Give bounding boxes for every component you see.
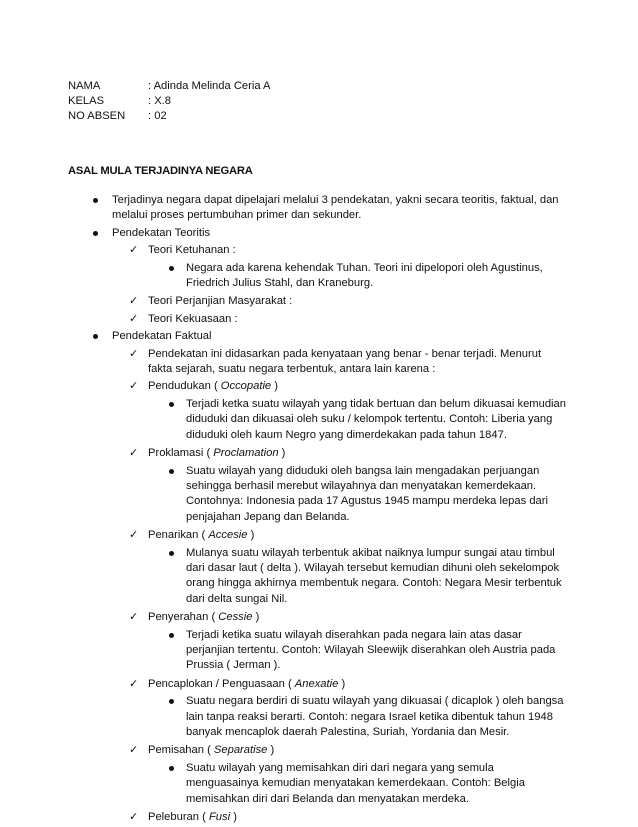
item-text: Pendekatan Teoritis <box>112 226 211 239</box>
checkmark-icon: ✓ <box>129 744 139 757</box>
list-item <box>68 261 568 292</box>
identity-label: KELAS <box>68 95 105 107</box>
list-item <box>68 694 568 740</box>
bullet-icon <box>169 546 174 561</box>
checkmark-icon: ✓ <box>129 244 139 257</box>
checkmark-icon: ✓ <box>129 312 139 325</box>
list-item <box>68 446 568 461</box>
identity-row-class <box>68 94 271 109</box>
identity-value: : 02 <box>148 110 167 122</box>
item-text: Teori Kekuasaan : <box>148 312 238 325</box>
item-text: Terjadi ketika suatu wilayah diserahkan pada negara lain atas dasar perjanjian tertentu. Contoh: Wilayah Sleewijk diserahkan oleh Austria pada Prussia ( Jerman ). <box>186 628 556 672</box>
identity-label: NO ABSEN <box>68 110 126 122</box>
item-text: Negara ada karena kehendak Tuhan. Teori ini dipelopori oleh Agustinus, Friedrich Julius Stahl, dan Kraneburg. <box>186 261 543 290</box>
item-text: Pencaplokan / Penguasaan ( Anexatie ) <box>148 677 346 690</box>
checkmark-icon: ✓ <box>129 447 139 460</box>
list-item <box>68 243 568 258</box>
item-text: Teori Perjanjian Masyarakat : <box>148 295 293 308</box>
identity-row-name <box>68 79 271 94</box>
checkmark-icon: ✓ <box>129 611 139 624</box>
item-text: Teori Ketuhanan : <box>148 244 236 257</box>
item-text: Terjadi ketka suatu wilayah yang tidak bertuan dan belum dikuasai kemudian diduduki dan dikuasai oleh suku / kelompok tertentu. Contoh: Liberia yang diduduki oleh kaum Negro yang dimerdekakan pada tahun 1847. <box>186 397 566 441</box>
checkmark-icon: ✓ <box>129 347 139 360</box>
list-item <box>68 379 568 394</box>
bullet-icon <box>169 464 174 479</box>
bullet-icon <box>169 628 174 643</box>
item-text: Pemisahan ( Separatise ) <box>148 744 275 757</box>
bullet-icon <box>169 761 174 776</box>
bullet-icon <box>93 329 98 344</box>
list-item <box>68 226 568 241</box>
identity-row-number <box>68 109 271 124</box>
list-item <box>68 193 568 224</box>
identity-label: NAMA <box>68 80 101 92</box>
item-text: Suatu negara berdiri di suatu wilayah yang dikuasai ( dicaplok ) oleh bangsa lain tanpa reaksi berarti. Contoh: negara Israel ketika dibentuk tahun 1948 banyak mencaplok daerah Palestina, Suriah, Yordania dan Mesir. <box>186 695 564 738</box>
document-title: ASAL MULA TERJADINYA NEGARA <box>68 165 253 177</box>
item-text: Suatu wilayah yang diduduki oleh bangsa lain mengadakan perjuangan sehingga berhasil merebut wilayahnya dan menyatakan kemerdekaan. Contohnya: Indonesia pada 17 Agustus 1945 mampu merdeka lepas dari penjajahan Jepang dan Belanda. <box>186 464 548 523</box>
list-item <box>68 329 568 344</box>
student-identity <box>68 79 271 124</box>
item-text: Proklamasi ( Proclamation ) <box>148 447 286 460</box>
list-item <box>68 677 568 692</box>
bullet-icon <box>169 261 174 276</box>
identity-value: : Adinda Melinda Ceria A <box>148 80 271 92</box>
item-text: Peleburan ( Fusi ) <box>148 811 237 824</box>
item-text: Penarikan ( Accesie ) <box>148 529 255 542</box>
bullet-icon <box>169 397 174 412</box>
list-item <box>68 743 568 758</box>
checkmark-icon: ✓ <box>129 677 139 690</box>
item-text: Pendekatan ini didasarkan pada kenyataan yang benar - benar terjadi. Menurut fakta sejarah, suatu negara terbentuk, antara lain karena : <box>148 347 542 376</box>
checkmark-icon: ✓ <box>129 295 139 308</box>
list-item <box>68 347 568 378</box>
item-text: Pendekatan Faktual <box>112 330 212 343</box>
list-item <box>68 312 568 327</box>
identity-value: : X.8 <box>148 95 172 107</box>
list-item <box>68 546 568 608</box>
list-item <box>68 294 568 309</box>
list-item <box>68 464 568 526</box>
list-item <box>68 761 568 807</box>
bullet-icon <box>93 226 98 241</box>
list-item <box>68 610 568 625</box>
item-text: Suatu wilayah yang memisahkan diri dari negara yang semula menguasainya kemudian menyatakan kemerdekaan. Contoh: Belgia memisahkan diri dari Belanda dan menyatakan merdeka. <box>186 761 525 805</box>
list-item <box>68 628 568 674</box>
item-text: Pendudukan ( Occopatie ) <box>148 380 278 393</box>
checkmark-icon: ✓ <box>129 380 139 393</box>
item-text: Mulanya suatu wilayah terbentuk akibat naiknya lumpur sungai atau timbul dari dasar laut ( delta ). Wilayah tersebut kemudian dihuni oleh sekelompok orang hingga akhirnya membentuk negara. Contoh: Negara Mesir terbentuk dari delta sungai Nil. <box>186 546 562 605</box>
checkmark-icon: ✓ <box>129 529 139 542</box>
checkmark-icon: ✓ <box>129 811 139 824</box>
list-item <box>68 528 568 543</box>
document-body <box>68 193 568 827</box>
list-item <box>68 397 568 443</box>
bullet-icon <box>169 694 174 709</box>
item-text: Terjadinya negara dapat dipelajari melalui 3 pendekatan, yakni secara teoritis, faktual, dan melalui proses pertumbuhan primer dan sekunder. <box>112 194 559 222</box>
bullet-icon <box>93 193 98 208</box>
item-text: Penyerahan ( Cessie ) <box>148 611 260 624</box>
list-item <box>68 810 568 825</box>
